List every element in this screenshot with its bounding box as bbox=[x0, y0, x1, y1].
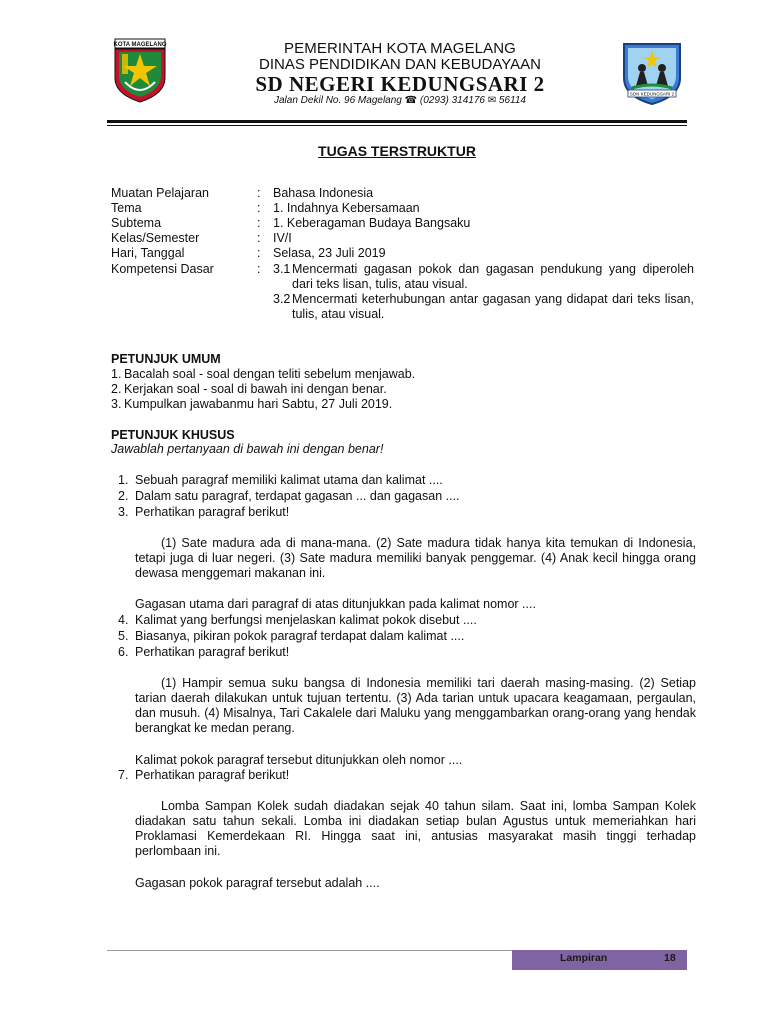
list-number: 1. bbox=[111, 367, 122, 381]
kd-number-2: 3.2 bbox=[273, 292, 291, 306]
header-divider-thick bbox=[107, 120, 687, 123]
phone-icon: ☎ bbox=[404, 95, 418, 106]
meta-value-hari: Selasa, 23 Juli 2019 bbox=[273, 246, 386, 260]
meta-value-muatan: Bahasa Indonesia bbox=[273, 186, 374, 200]
meta-label-kd: Kompetensi Dasar bbox=[111, 262, 214, 276]
mail-icon: ✉ bbox=[487, 95, 497, 106]
question-number: 2. bbox=[118, 489, 129, 503]
meta-colon: : bbox=[257, 201, 261, 215]
question-text: Kalimat yang berfungsi menjelaskan kalimat pokok disebut .... bbox=[135, 613, 477, 627]
question-number: 1. bbox=[118, 473, 129, 487]
question-text: Sebuah paragraf memiliki kalimat utama dan kalimat .... bbox=[135, 473, 443, 487]
list-item: Bacalah soal - soal dengan teliti sebelum menjawab. bbox=[124, 367, 416, 381]
svg-text:SDN KEDUNGSARI 2: SDN KEDUNGSARI 2 bbox=[629, 91, 675, 97]
meta-value-subtema: 1. Keberagaman Budaya Bangsaku bbox=[273, 216, 471, 230]
meta-label-tema: Tema bbox=[111, 201, 142, 215]
meta-colon: : bbox=[257, 246, 261, 260]
instruction-text: Jawablah pertanyaan di bawah ini dengan benar! bbox=[111, 442, 384, 456]
header-department: DINAS PENDIDIKAN DAN KEBUDAYAAN bbox=[258, 56, 541, 73]
passage-paragraph: (1) Sate madura ada di mana-mana. (2) Sate madura tidak hanya kita temukan di Indonesia, tetapi juga di luar negeri. (3) Sate madura memiliki banyak penggemar. (4) Anak kecil hingga orang dewasa menggemari makanan ini. bbox=[135, 536, 696, 580]
phone-text: (0293) 314176 bbox=[419, 95, 485, 106]
header-divider-thin bbox=[107, 125, 687, 126]
sdn-kedungsari-logo bbox=[618, 38, 686, 106]
meta-colon: : bbox=[257, 262, 261, 276]
page-number: 18 bbox=[664, 952, 676, 964]
header-government: PEMERINTAH KOTA MAGELANG bbox=[284, 40, 516, 57]
kota-magelang-logo bbox=[107, 38, 173, 104]
meta-label-kelas: Kelas/Semester bbox=[111, 231, 200, 245]
passage-paragraph: Lomba Sampan Kolek sudah diadakan sejak 40 tahun silam. Saat ini, lomba Sampan Kolek diadakan satu tahun sekali. Lomba ini diadakan setiap bulan Agustus untuk memeriahkan hari Proklamasi Kemerdekaan RI. Hingga saat ini, antusias masyarakat masih tinggi terhadap perlombaan ini. bbox=[135, 799, 696, 858]
question-number: 4. bbox=[118, 613, 129, 627]
postal-text: 56114 bbox=[498, 95, 526, 106]
passage-paragraph: (1) Hampir semua suku bangsa di Indonesia memiliki tari daerah masing-masing. (2) Setiap tarian daerah dilakukan untuk tujuan tertentu. (3) Ada tarian untuk upacara keagamaan, pergaulan, dan musuh. (4) Misalnya, Tari Cakalele dari Maluku yang menggambarkan orang-orang yang hendak berangkat ke medan perang. bbox=[135, 676, 696, 735]
question-text: Perhatikan paragraf berikut! bbox=[135, 505, 290, 519]
question-number: 3. bbox=[118, 505, 129, 519]
document-title: TUGAS TERSTRUKTUR bbox=[318, 143, 476, 159]
footer-label: Lampiran bbox=[560, 952, 608, 964]
list-item: Kerjakan soal - soal di bawah ini dengan benar. bbox=[124, 382, 387, 396]
question-prompt: Kalimat pokok paragraf tersebut ditunjukkan oleh nomor .... bbox=[135, 753, 463, 767]
header-school-name: SD NEGERI KEDUNGSARI 2 bbox=[255, 72, 545, 96]
question-text: Perhatikan paragraf berikut! bbox=[135, 768, 290, 782]
question-text: Biasanya, pikiran pokok paragraf terdapat dalam kalimat .... bbox=[135, 629, 465, 643]
meta-value-kelas: IV/I bbox=[273, 231, 292, 245]
header-address bbox=[180, 95, 620, 106]
list-item: Kumpulkan jawabanmu hari Sabtu, 27 Juli 2019. bbox=[124, 397, 393, 411]
question-number: 7. bbox=[118, 768, 129, 782]
section-title-khusus: PETUNJUK KHUSUS bbox=[111, 428, 235, 442]
section-title-umum: PETUNJUK UMUM bbox=[111, 352, 221, 366]
meta-label-muatan: Muatan Pelajaran bbox=[111, 186, 209, 200]
kd-text-2: Mencermati keterhubungan antar gagasan yang didapat dari teks lisan, tulis, atau visual. bbox=[292, 292, 694, 321]
question-prompt: Gagasan pokok paragraf tersebut adalah .... bbox=[135, 876, 380, 890]
question-number: 6. bbox=[118, 645, 129, 659]
list-number: 3. bbox=[111, 397, 122, 411]
meta-colon: : bbox=[257, 231, 261, 245]
meta-value-tema: 1. Indahnya Kebersamaan bbox=[273, 201, 420, 215]
kd-text-1: Mencermati gagasan pokok dan gagasan pendukung yang diperoleh dari teks lisan, tulis, atau visual. bbox=[292, 262, 694, 291]
question-prompt: Gagasan utama dari paragraf di atas ditunjukkan pada kalimat nomor .... bbox=[135, 597, 536, 611]
list-number: 2. bbox=[111, 382, 122, 396]
kd-number-1: 3.1 bbox=[273, 262, 291, 276]
address-text: Jalan Dekil No. 96 Magelang bbox=[274, 95, 402, 106]
question-number: 5. bbox=[118, 629, 129, 643]
meta-label-hari: Hari, Tanggal bbox=[111, 246, 185, 260]
question-text: Dalam satu paragraf, terdapat gagasan ... dan gagasan .... bbox=[135, 489, 460, 503]
svg-text:KOTA MAGELANG: KOTA MAGELANG bbox=[113, 42, 167, 48]
meta-label-subtema: Subtema bbox=[111, 216, 162, 230]
question-text: Perhatikan paragraf berikut! bbox=[135, 645, 290, 659]
meta-colon: : bbox=[257, 216, 261, 230]
meta-colon: : bbox=[257, 186, 261, 200]
